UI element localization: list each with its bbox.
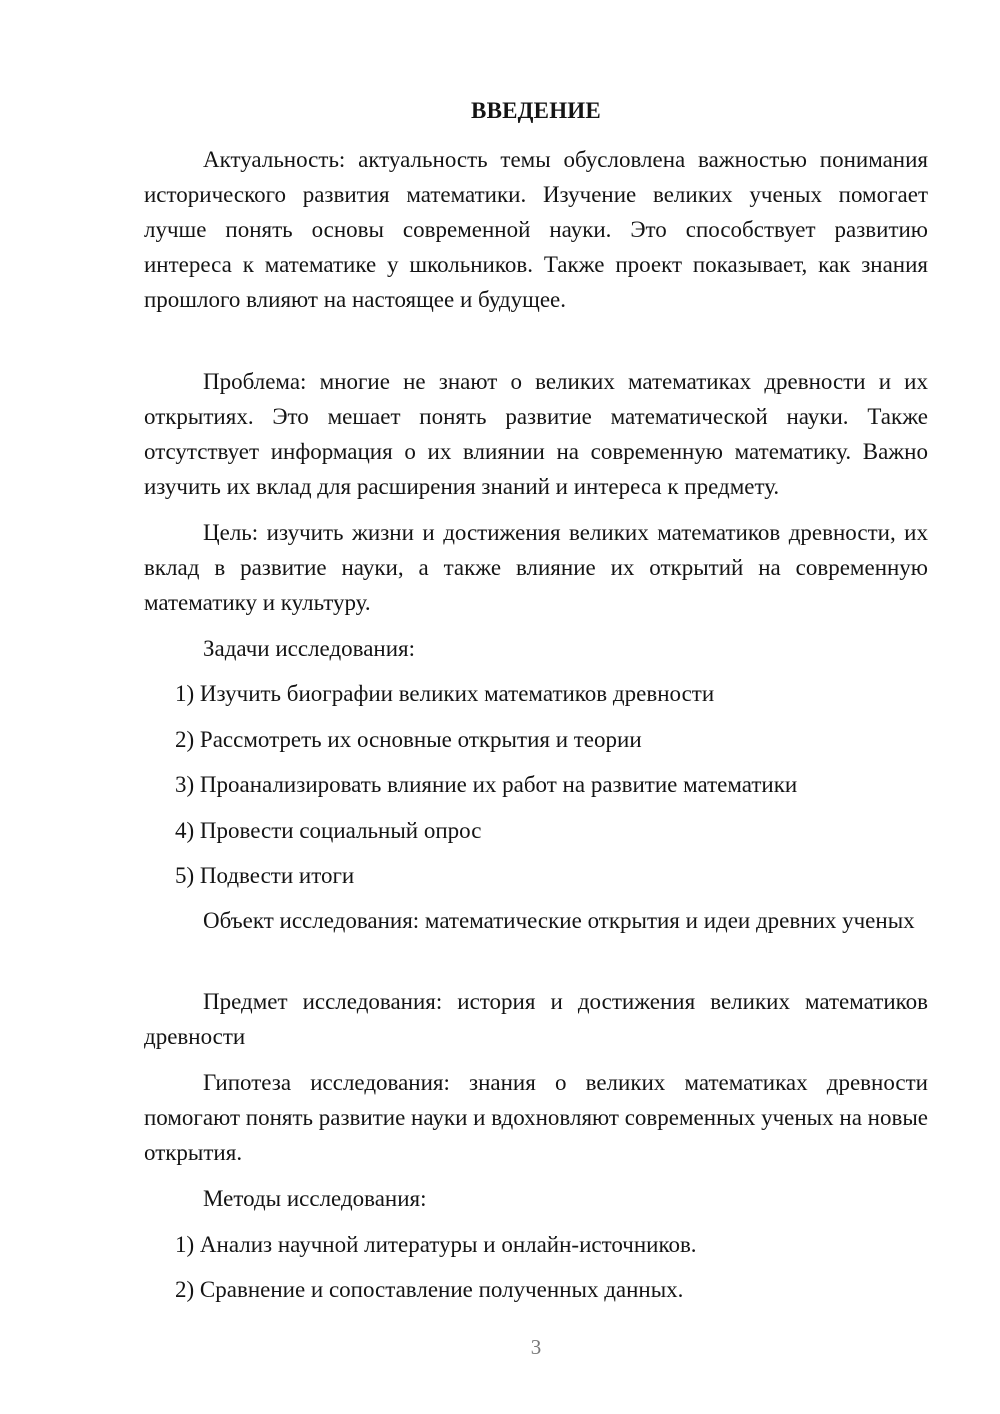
object-paragraph: Объект исследования: математические открытия и идеи древних ученых bbox=[203, 908, 915, 933]
relevance-paragraph: Актуальность: актуальность темы обусловлена важностью понимания исторического развития математики. Изучение великих ученых помогает лучше понять основы современной науки. Это способствует развитию интереса к математике у школьников. Также проект показывает, как знания прошлого влияют на настоящее и будущее. bbox=[144, 147, 928, 312]
task-item: 2) Рассмотреть их основные открытия и теории bbox=[175, 727, 642, 752]
goal-paragraph: Цель: изучить жизни и достижения великих математиков древности, их вклад в развитие науки, а также влияние их открытий на современную математику и культуру. bbox=[144, 520, 928, 615]
task-item: 1) Изучить биографии великих математиков древности bbox=[175, 681, 715, 706]
hypothesis-paragraph: Гипотеза исследования: знания о великих математиках древности помогают понять развитие науки и вдохновляют современных ученых на новые открытия. bbox=[144, 1070, 928, 1165]
tasks-heading: Задачи исследования: bbox=[203, 636, 416, 661]
problem-paragraph: Проблема: многие не знают о великих математиках древности и их открытиях. Это мешает понять развитие математической науки. Также отсутствует информация о их влиянии на современную математику. Важно изучить их вклад для расширения знаний и интереса к предмету. bbox=[144, 369, 928, 499]
method-item: 2) Сравнение и сопоставление полученных данных. bbox=[175, 1277, 684, 1302]
page-number: 3 bbox=[530, 1335, 542, 1359]
page-title: ВВЕДЕНИЕ bbox=[471, 98, 601, 123]
task-item: 3) Проанализировать влияние их работ на развитие математики bbox=[175, 772, 798, 797]
task-item: 4) Провести социальный опрос bbox=[175, 818, 482, 843]
methods-heading: Методы исследования: bbox=[203, 1186, 427, 1211]
subject-paragraph: Предмет исследования: история и достижения великих математиков древности bbox=[144, 989, 928, 1049]
task-item: 5) Подвести итоги bbox=[175, 863, 355, 888]
method-item: 1) Анализ научной литературы и онлайн-источников. bbox=[175, 1232, 697, 1257]
